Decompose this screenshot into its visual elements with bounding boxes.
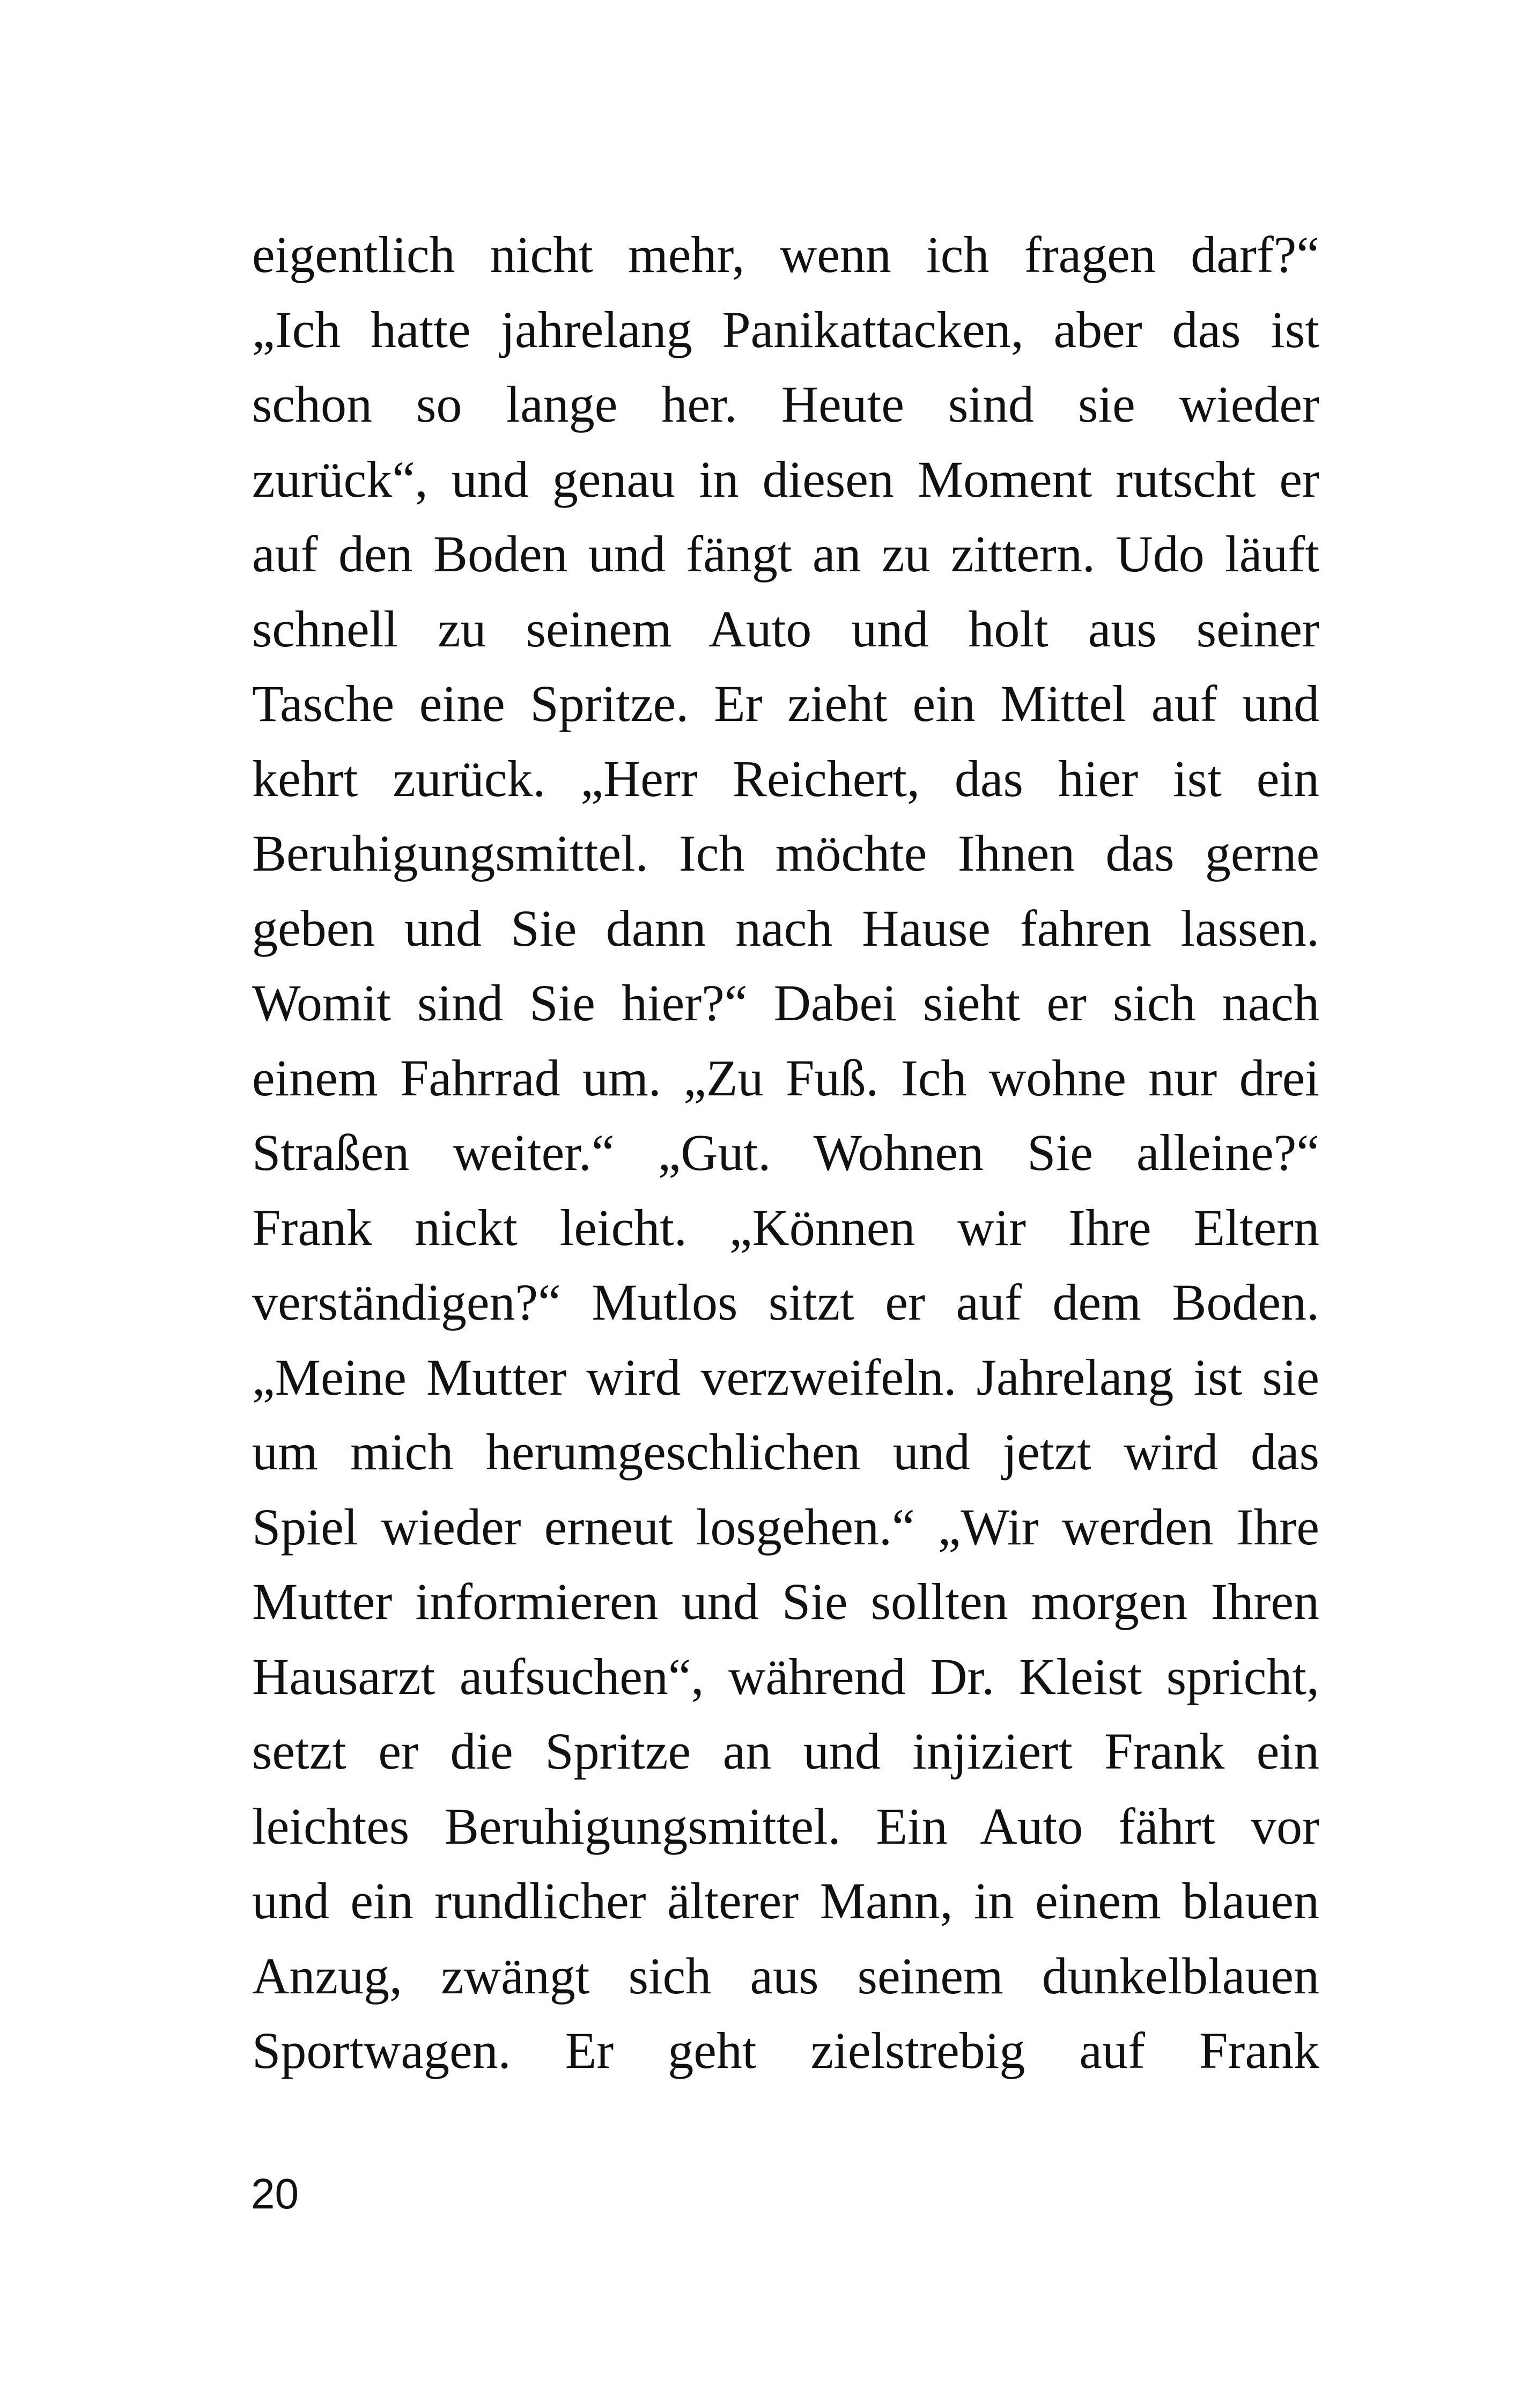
text-line: leichtes Beruhigungsmittel. Ein Auto fährt vor [252, 1797, 1319, 1855]
text-line: kehrt zurück. „Herr Reichert, das hier ist ein [252, 749, 1319, 807]
text-line: „Meine Mutter wird verzweifeln. Jahrelang ist sie [252, 1348, 1319, 1406]
text-line: Anzug, zwängt sich aus seinem dunkelblauen [252, 1947, 1319, 2005]
text-line: schnell zu seinem Auto und holt aus seiner [252, 600, 1319, 658]
text-line: „Ich hatte jahrelang Panikattacken, aber das ist [252, 300, 1319, 358]
text-line: setzt er die Spritze an und injiziert Frank ein [252, 1722, 1319, 1780]
text-line: zurück“, und genau in diesen Moment rutscht er [252, 450, 1319, 508]
text-line: geben und Sie dann nach Hause fahren lassen. [252, 899, 1319, 957]
text-line: Sportwagen. Er geht zielstrebig auf Frank [252, 2022, 1319, 2079]
text-line: Tasche eine Spritze. Er zieht ein Mittel auf und [252, 675, 1319, 732]
text-line: schon so lange her. Heute sind sie wieder [252, 375, 1319, 433]
text-line: Straßen weiter.“ „Gut. Wohnen Sie alleine?“ [252, 1124, 1319, 1181]
text-line: verständigen?“ Mutlos sitzt er auf dem Boden. [252, 1273, 1319, 1331]
text-line: Beruhigungsmittel. Ich möchte Ihnen das gerne [252, 824, 1319, 882]
page-number: 20 [251, 2170, 299, 2218]
text-line: einem Fahrrad um. „Zu Fuß. Ich wohne nur drei [252, 1049, 1319, 1107]
text-line: um mich herumgeschlichen und jetzt wird das [252, 1423, 1319, 1481]
text-line: und ein rundlicher älterer Mann, in einem blauen [252, 1872, 1319, 1930]
text-line: Frank nickt leicht. „Können wir Ihre Eltern [252, 1198, 1319, 1256]
text-line: eigentlich nicht mehr, wenn ich fragen darf?“ [252, 226, 1319, 283]
text-line: Womit sind Sie hier?“ Dabei sieht er sich nach [252, 974, 1319, 1032]
body-text [252, 217, 1319, 2088]
text-line: auf den Boden und fängt an zu zittern. Udo läuft [252, 525, 1319, 583]
text-line: Mutter informieren und Sie sollten morgen Ihren [252, 1573, 1319, 1630]
text-line: Hausarzt aufsuchen“, während Dr. Kleist spricht, [252, 1647, 1319, 1705]
text-line: Spiel wieder erneut losgehen.“ „Wir werden Ihre [252, 1498, 1319, 1556]
